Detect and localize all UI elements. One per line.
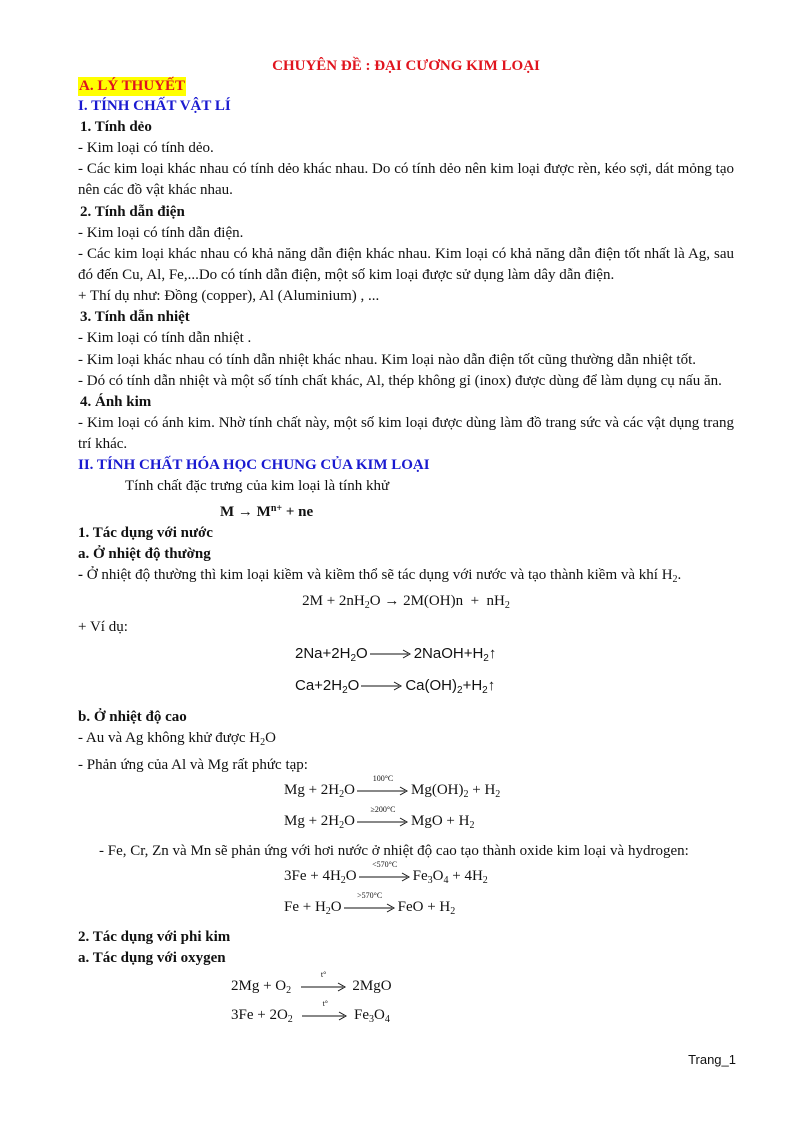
subheading-water: 1. Tác dụng với nước <box>78 524 213 541</box>
equation-mg-water-200: $Mg + 2H_2O$ ≥200°C MgO + $H_2$ <box>284 804 475 832</box>
condition-t: t° <box>322 998 328 1008</box>
subheading-high-temperature: b. Ở nhiệt độ cao <box>78 709 187 726</box>
paragraph: - Kim loại có tính dẫn nhiệt . <box>78 330 252 347</box>
equation-fe-water-low: $3Fe + 4H_2O$ <570°C $Fe_3O_4 + 4H_2$ <box>284 859 488 887</box>
paragraph: - Dó có tính dẫn nhiệt và một số tính chất khác, Al, thép không gỉ (inox) được dùng để làm dụng cụ nấu ăn. <box>78 372 722 389</box>
subheading-oxygen: a. Tác dụng với oxygen <box>78 950 226 967</box>
equation-fe-oxygen: $3Fe + 2O_2$ t° $Fe_3O_4$ <box>231 998 390 1026</box>
paragraph-intro: Tính chất đặc trưng của kim loại là tính khử <box>125 478 390 495</box>
subheading-thermal-conductivity: 3. Tính dẫn nhiệt <box>80 309 190 326</box>
paragraph-example: + Ví dụ: <box>78 618 128 635</box>
paragraph: - Kim loại có tính dẻo. <box>78 140 214 156</box>
equation-mg-oxygen: $2Mg + O_2$ t° 2MgO <box>231 969 392 997</box>
paragraph: - Kim loại có ánh kim. Nhờ tính chất này, một số kim loại được dùng làm đồ trang sức và các vật dụng trang trí khác. <box>78 415 734 453</box>
paragraph-au-ag: - Au và Ag không khử được $H_2O$ <box>78 730 276 749</box>
section-a-row <box>78 77 734 96</box>
page-number: Trang_1 <box>688 1052 736 1067</box>
paragraph: - Các kim loại khác nhau có tính dẻo khác nhau. Do có tính dẻo nên kim loại được rèn, kéo sợi, dát mỏng tạo nên các đồ vật khác nhau. <box>78 161 734 199</box>
paragraph: - Kim loại có tính dẫn điện. <box>78 224 244 241</box>
equation-calcium-water: $Ca+2H_2O$ $Ca(OH)_2+H_2↑$ <box>295 677 496 697</box>
equation-mg-water-100: $Mg + 2H_2O$ 100°C $Mg(OH)_2 + H_2$ <box>284 773 501 801</box>
paragraph: - Kim loại khác nhau có tính dẫn nhiệt khác nhau. Kim loại nào dẫn điện tốt cũng thường dẫn nhiệt tốt. <box>78 351 697 368</box>
section-a-heading: A. LÝ THUYẾT <box>79 78 185 94</box>
paragraph: - Các kim loại khác nhau có khả năng dẫn điện khác nhau. Kim loại có khả năng dẫn điện tốt nhất là Ag, sau đó đến Cu, Al, Fe,...Do có tính dẫn điện, một số kim loại được sử dụng làm dây dẫn điện. <box>78 245 734 284</box>
condition-lt570: <570°C <box>372 859 398 869</box>
paragraph-water-room: - Ở nhiệt độ thường thì kim loại kiềm và kiềm thổ sẽ tác dụng với nước và tạo thành kiềm và khí $H_2$. <box>78 566 682 585</box>
subheading-room-temperature: a. Ở nhiệt độ thường <box>78 545 211 562</box>
equation-fe-water-high: $Fe + H_2O$ >570°C FeO + $H_2$ <box>284 890 456 918</box>
subheading-luster: 4. Ánh kim <box>80 394 152 411</box>
condition-100: 100°C <box>372 773 394 783</box>
condition-t: t° <box>320 969 327 979</box>
paragraph-al-mg: - Phản ứng của Al và Mg rất phức tạp: <box>78 757 308 774</box>
equation-reduction: $M \to M^{n+}$ + ne <box>220 502 314 520</box>
document-body <box>78 55 734 1032</box>
condition-gt570: >570°C <box>357 890 383 900</box>
section-physical-heading: I. TÍNH CHẤT VẬT LÍ <box>78 98 231 114</box>
equation-sodium-water: $2Na+2H_2O$ $2NaOH+H_2↑$ <box>295 645 497 665</box>
equation-general: $2M + 2nH_2O \to 2M(OH)n + nH_2$ <box>302 592 510 611</box>
document-title: CHUYÊN ĐỀ : ĐẠI CƯƠNG KIM LOẠI <box>272 58 540 74</box>
condition-200: ≥200°C <box>370 804 396 814</box>
subheading-ductility: 1. Tính dẻo <box>80 119 152 135</box>
subheading-electrical-conductivity: 2. Tính dẫn điện <box>80 203 185 220</box>
section-chemical-heading: II. TÍNH CHẤT HÓA HỌC CHUNG CỦA KIM LOẠI <box>78 457 430 474</box>
paragraph-fe-cr: - Fe, Cr, Zn và Mn sẽ phản ứng với hơi nước ở nhiệt độ cao tạo thành oxide kim loại và hydrogen: <box>99 843 689 860</box>
paragraph: + Thí dụ như: Đồng (copper), Al (Aluminium) , ... <box>78 288 380 305</box>
subheading-nonmetals: 2. Tác dụng với phi kim <box>78 929 231 946</box>
